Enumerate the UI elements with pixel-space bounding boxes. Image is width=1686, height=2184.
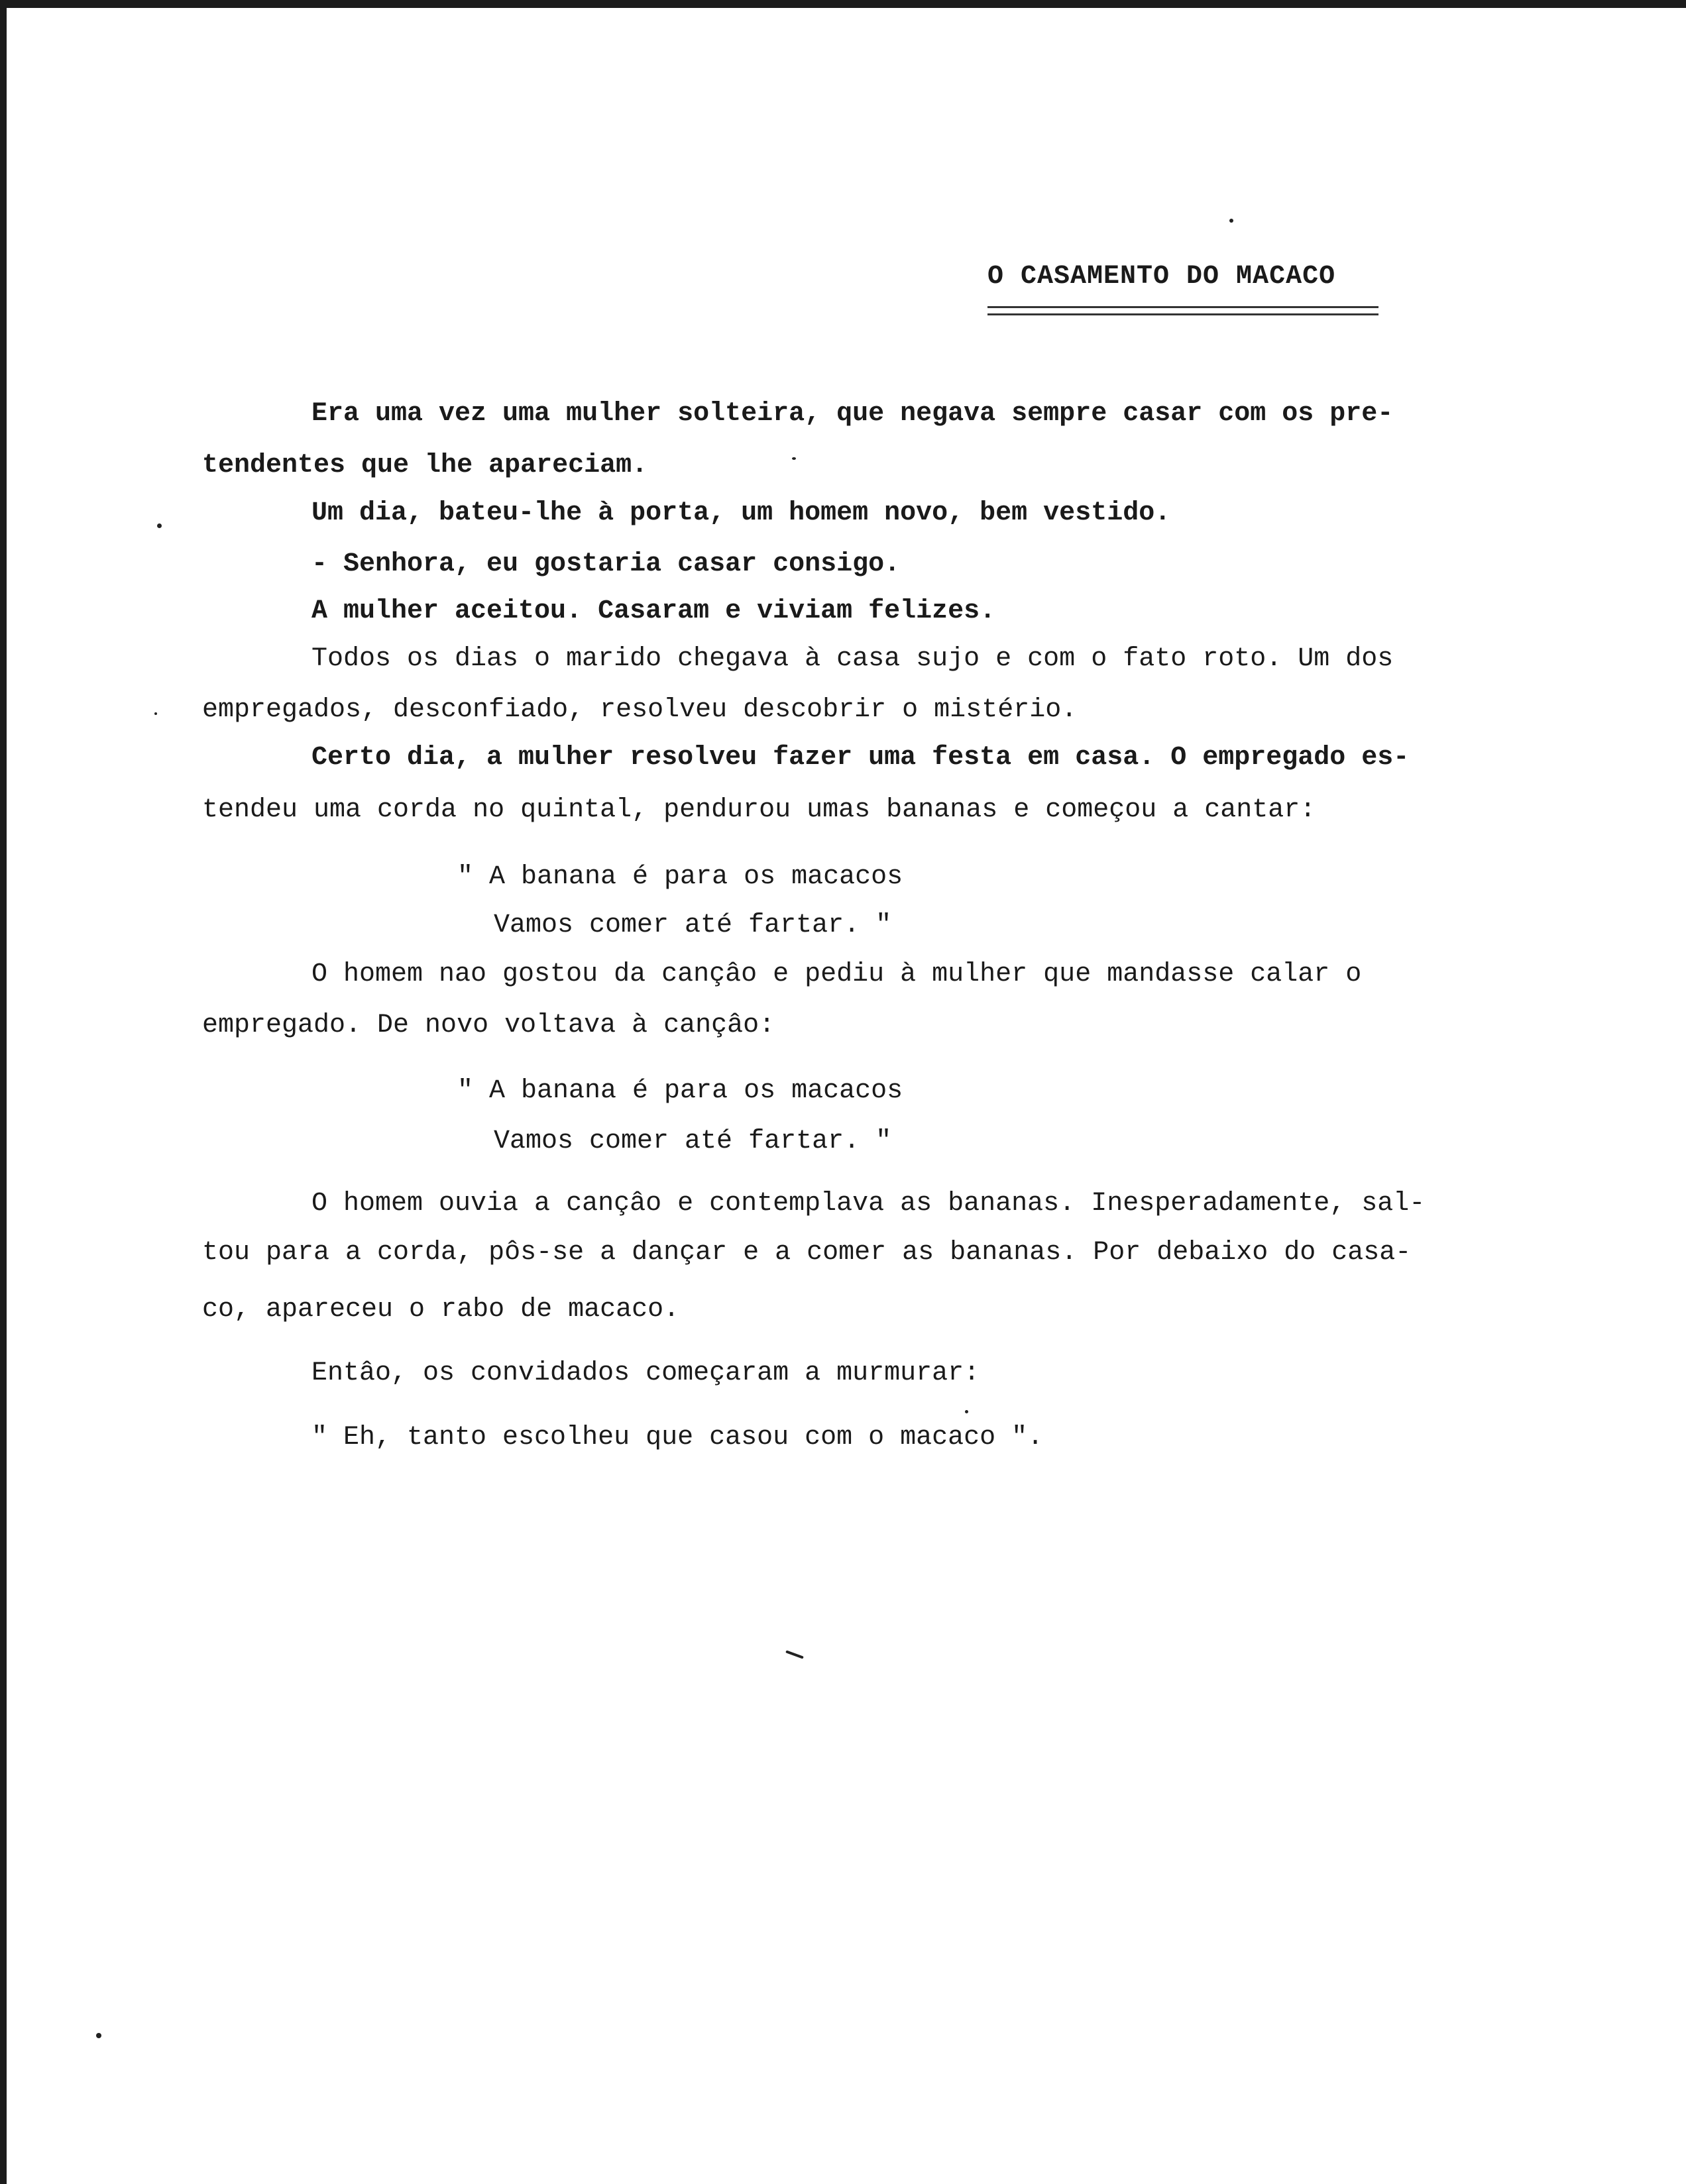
body-line-15: Entâo, os convidados começaram a murmurar: <box>311 1358 980 1388</box>
body-line-7: empregados, desconfiado, resolveu descobrir o mistério. <box>202 695 1078 725</box>
body-line-14: co, apareceu o rabo de macaco. <box>202 1295 680 1325</box>
body-line-8: Certo dia, a mulher resolveu fazer uma festa em casa. O empregado es- <box>311 743 1410 773</box>
scan-speck <box>785 1650 804 1659</box>
scan-speck <box>965 1410 968 1413</box>
song-line-4: Vamos comer até fartar. " <box>494 1126 892 1156</box>
song-line-3: " A banana é para os macacos <box>457 1076 903 1106</box>
scan-speck <box>96 2033 101 2038</box>
body-line-4: - Senhora, eu gostaria casar consigo. <box>311 549 901 579</box>
scan-speck <box>792 457 796 460</box>
song-line-1: " A banana é para os macacos <box>457 862 903 892</box>
body-line-11: empregado. De novo voltava à cançâo: <box>202 1010 775 1040</box>
body-line-2: tendentes que lhe apareciam. <box>202 451 648 480</box>
body-line-5: A mulher aceitou. Casaram e viviam felizes. <box>311 596 996 626</box>
body-line-1: Era uma vez uma mulher solteira, que negava sempre casar com os pre- <box>311 399 1394 429</box>
body-line-16: " Eh, tanto escolheu que casou com o macaco ". <box>311 1423 1044 1452</box>
body-line-3: Um dia, bateu-lhe à porta, um homem novo, bem vestido. <box>311 498 1171 528</box>
title-underline <box>987 306 1378 315</box>
scan-border-left <box>0 0 7 2184</box>
body-line-10: O homem nao gostou da cançâo e pediu à mulher que mandasse calar o <box>311 959 1362 989</box>
document-title: O CASAMENTO DO MACACO <box>987 262 1336 292</box>
body-line-12: O homem ouvia a cançâo e contemplava as bananas. Inesperadamente, sal- <box>311 1189 1426 1219</box>
scan-speck <box>157 523 162 528</box>
body-line-6: Todos os dias o marido chegava à casa sujo e com o fato roto. Um dos <box>311 644 1394 674</box>
scan-border-top <box>0 0 1686 8</box>
song-line-2: Vamos comer até fartar. " <box>494 910 892 940</box>
scan-speck <box>1229 219 1233 223</box>
body-line-13: tou para a corda, pôs-se a dançar e a comer as bananas. Por debaixo do casa- <box>202 1238 1412 1268</box>
body-line-9: tendeu uma corda no quintal, pendurou umas bananas e começou a cantar: <box>202 795 1316 825</box>
scan-speck <box>154 712 157 715</box>
